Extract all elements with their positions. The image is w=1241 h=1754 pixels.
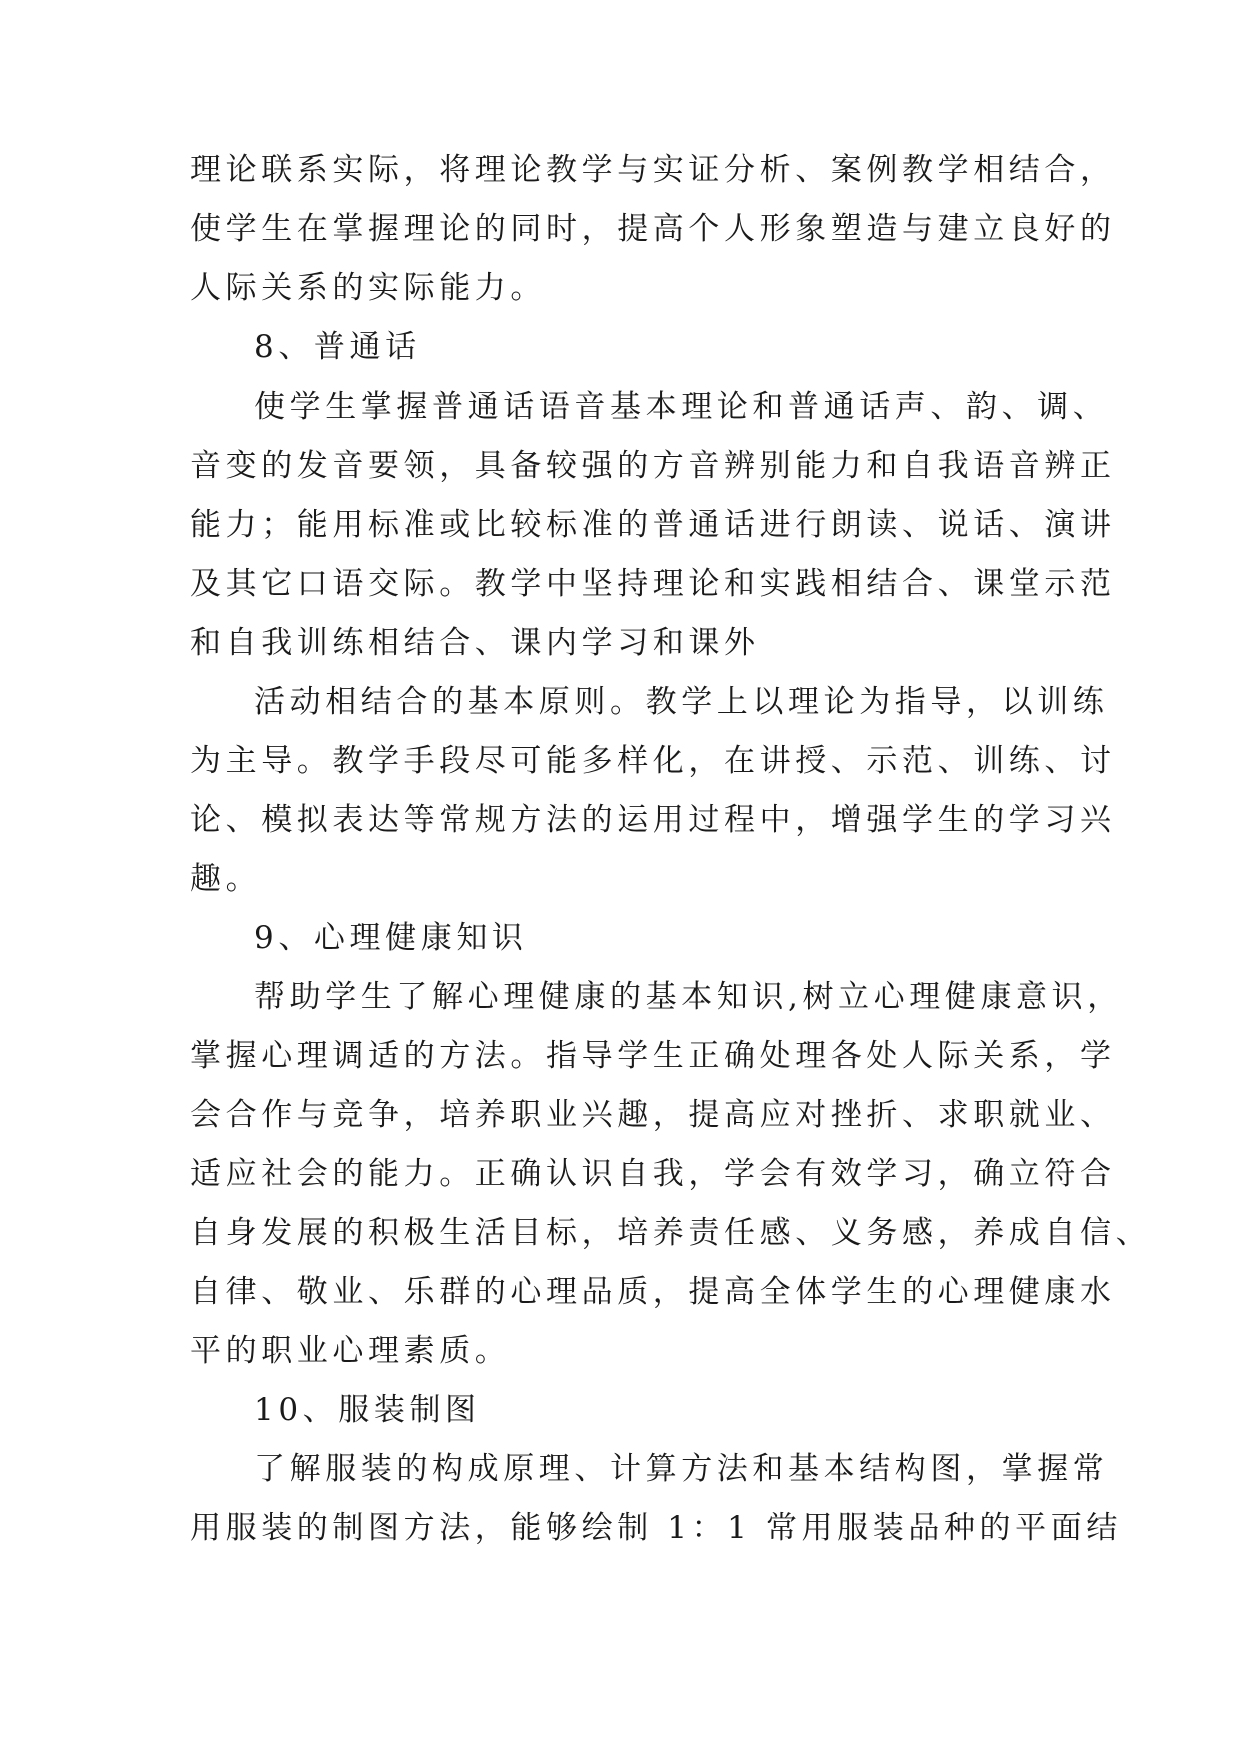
text-line: 了解服装的构成原理、计算方法和基本结构图，掌握常 xyxy=(254,1451,1109,1487)
text-line: 理论联系实际，将理论教学与实证分析、案例教学相结合， xyxy=(190,152,1116,188)
text-line: 用服装的制图方法，能够绘制 1：1 常用服装品种的平面结 xyxy=(190,1510,1122,1546)
text-line: 论、模拟表达等常规方法的运用过程中，增强学生的学习兴 xyxy=(190,802,1116,838)
text-line: 掌握心理调适的方法。指导学生正确处理各处人际关系，学 xyxy=(190,1038,1116,1074)
text-line: 为主导。教学手段尽可能多样化，在讲授、示范、训练、讨 xyxy=(190,743,1116,779)
section-heading: 8、普通话 xyxy=(254,329,421,365)
text-line: 会合作与竞争，培养职业兴趣，提高应对挫折、求职就业、 xyxy=(190,1097,1116,1133)
text-line: 和自我训练相结合、课内学习和课外 xyxy=(190,625,760,661)
text-line: 使学生掌握普通话语音基本理论和普通话声、韵、调、 xyxy=(254,389,1109,425)
text-line: 活动相结合的基本原则。教学上以理论为指导，以训练 xyxy=(254,684,1109,720)
text-line: 自身发展的积极生活目标，培养责任感、义务感，养成自信、 xyxy=(190,1215,1152,1251)
text-line: 使学生在掌握理论的同时，提高个人形象塑造与建立良好的 xyxy=(190,211,1116,247)
section-heading: 10、服装制图 xyxy=(254,1392,481,1428)
text-line: 及其它口语交际。教学中坚持理论和实践相结合、课堂示范 xyxy=(190,566,1116,602)
text-line: 人际关系的实际能力。 xyxy=(190,270,546,306)
text-line: 自律、敬业、乐群的心理品质，提高全体学生的心理健康水 xyxy=(190,1274,1116,1310)
text-line: 音变的发音要领，具备较强的方音辨别能力和自我语音辨正 xyxy=(190,448,1116,484)
text-line: 趣。 xyxy=(190,861,262,897)
text-line: 能力；能用标准或比较标准的普通话进行朗读、说话、演讲 xyxy=(190,507,1116,543)
text-line: 帮助学生了解心理健康的基本知识,树立心理健康意识， xyxy=(254,979,1123,1015)
text-line: 适应社会的能力。正确认识自我，学会有效学习，确立符合 xyxy=(190,1156,1116,1192)
section-heading: 9、心理健康知识 xyxy=(254,920,528,956)
text-line: 平的职业心理素质。 xyxy=(190,1333,511,1369)
